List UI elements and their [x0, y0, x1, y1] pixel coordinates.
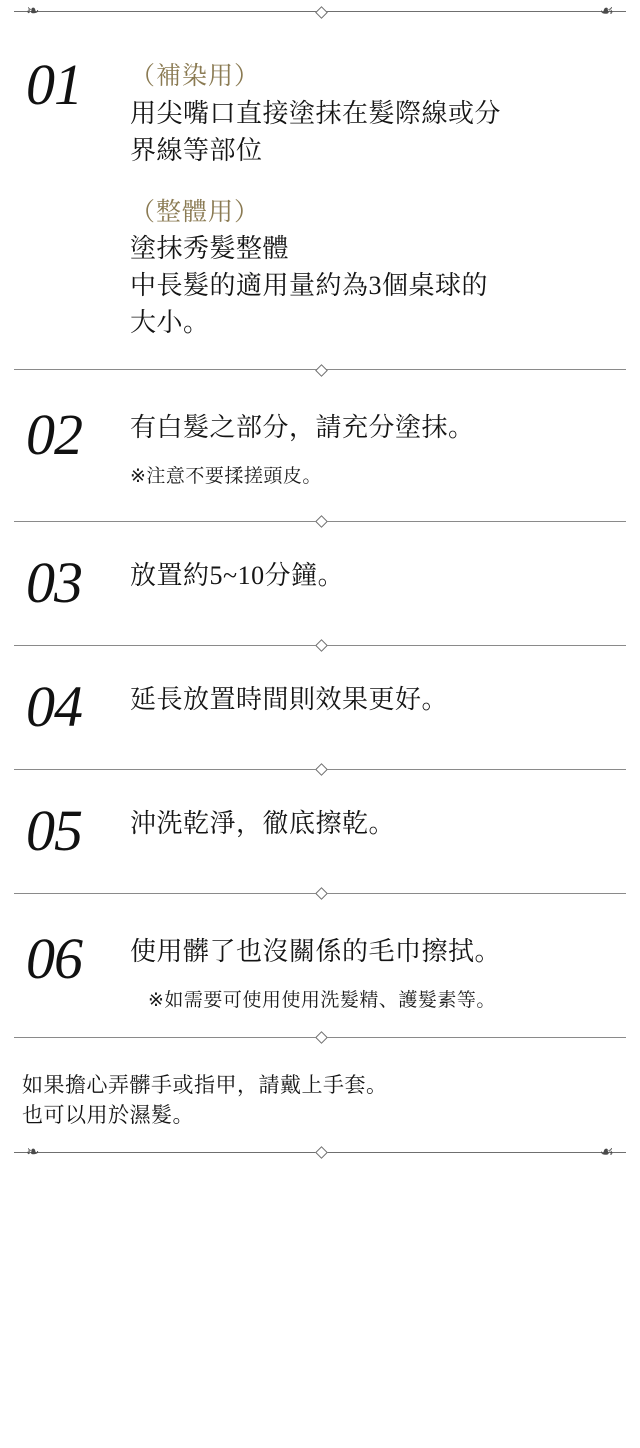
ornament-divider — [14, 882, 626, 904]
swirl-left-icon: ❧ — [26, 1143, 40, 1161]
step-note: ※如需要可使用使用洗髮精、護髮素等。 — [148, 989, 496, 1011]
swirl-right-icon: ☙ — [599, 3, 614, 20]
step-01 — [0, 22, 640, 358]
step-text-line: 大小。 — [130, 308, 210, 338]
ornament-divider — [14, 634, 626, 656]
diamond-icon — [315, 516, 328, 529]
footer-line-1: 如果擔心弄髒手或指甲，請戴上手套。 — [22, 1072, 388, 1097]
step-subheading: （整體用） — [130, 198, 261, 226]
step-number: 03 — [26, 549, 82, 615]
diamond-icon — [315, 888, 328, 901]
step-text-line: 沖洗乾淨，徹底擦乾。 — [130, 808, 396, 838]
step-text-line: 中長髮的適用量約為3個桌球的 — [130, 271, 489, 301]
step-text-line: 放置約5~10分鐘。 — [130, 560, 345, 590]
step-text-line: 延長放置時間則效果更好。 — [130, 684, 449, 714]
ornament-divider-bottom — [14, 1141, 626, 1163]
ornament-divider — [14, 510, 626, 532]
step-02 — [0, 380, 640, 510]
step-number: 01 — [26, 52, 82, 117]
spacer — [130, 170, 618, 196]
diamond-icon — [315, 1031, 328, 1044]
diamond-icon — [315, 1146, 328, 1159]
ornament-divider — [14, 358, 626, 380]
step-body — [130, 406, 618, 488]
step-number: 02 — [26, 402, 82, 468]
step-text-line: 使用髒了也沒關係的毛巾擦拭。 — [130, 936, 502, 966]
step-body — [130, 56, 618, 342]
step-06 — [0, 904, 640, 1026]
step-number: 05 — [26, 797, 82, 863]
ornament-divider-top — [14, 0, 626, 22]
ornament-divider — [14, 1026, 626, 1048]
step-note: ※注意不要揉搓頭皮。 — [130, 465, 322, 487]
step-text-line: 塗抹秀髮整體 — [130, 234, 290, 264]
step-body — [130, 678, 618, 719]
step-number: 06 — [26, 925, 82, 991]
swirl-left-icon: ❧ — [26, 3, 40, 20]
step-body — [130, 802, 618, 843]
step-text-line: 有白髮之部分，請充分塗抹。 — [130, 413, 475, 443]
footer-notes — [0, 1048, 640, 1141]
step-body — [130, 554, 618, 595]
ornament-divider — [14, 758, 626, 780]
step-text-line: 界線等部位 — [130, 135, 263, 165]
diamond-icon — [315, 6, 328, 19]
step-subheading: （補染用） — [130, 63, 261, 90]
diamond-icon — [315, 640, 328, 653]
step-04 — [0, 656, 640, 758]
footer-line-2: 也可以用於濕髮。 — [22, 1103, 194, 1128]
swirl-right-icon: ☙ — [599, 1143, 614, 1161]
step-05 — [0, 780, 640, 882]
step-text-line: 用尖嘴口直接塗抹在髮際線或分 — [130, 98, 502, 128]
step-03 — [0, 532, 640, 634]
step-body — [130, 930, 618, 1012]
diamond-icon — [315, 764, 328, 777]
step-number: 04 — [26, 673, 82, 739]
diamond-icon — [315, 364, 328, 377]
